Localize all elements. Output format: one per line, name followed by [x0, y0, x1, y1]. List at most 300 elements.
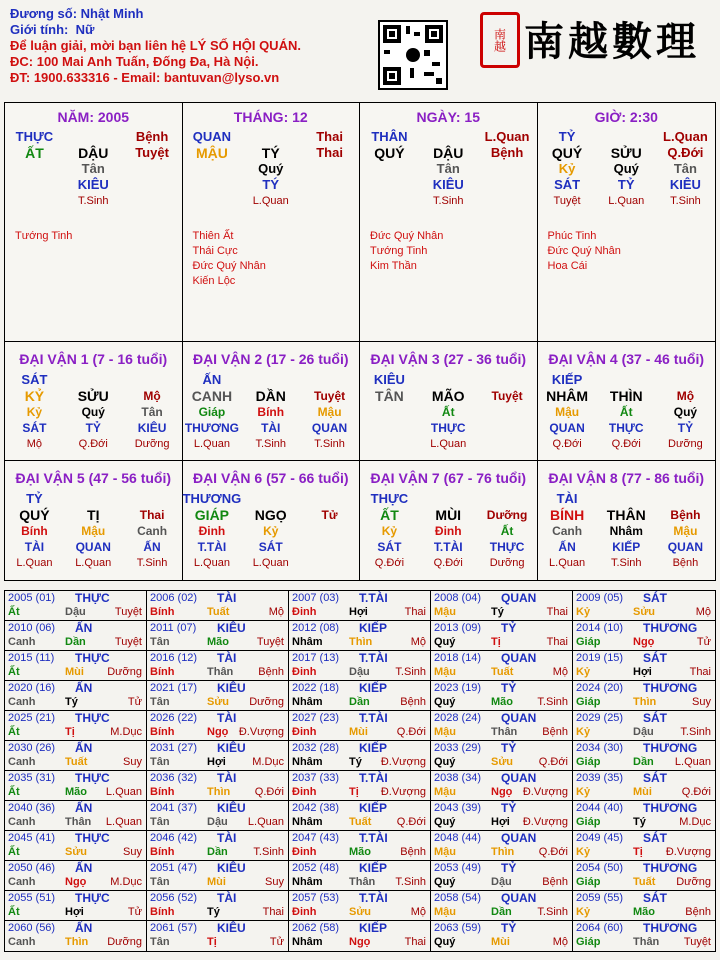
star-item: Hoa Cái	[547, 260, 588, 272]
hidden-ten-god: SÁT	[258, 540, 283, 554]
hidden-stem: Tân	[81, 161, 105, 176]
hidden-stem: Tân	[673, 161, 697, 176]
year-label: 2041 (37)	[150, 802, 198, 814]
hidden-state: T.Sinh	[136, 557, 168, 569]
year-stem: Tân	[150, 636, 170, 648]
year-ten-god: THƯƠNG	[643, 921, 698, 935]
year-branch: Thân	[65, 816, 92, 828]
year-stem: Tân	[150, 876, 170, 888]
hidden-stem	[300, 161, 359, 177]
pillar-branch: DẬU	[78, 145, 109, 161]
year-state: Mộ	[552, 936, 568, 948]
year-state: Thai	[546, 606, 568, 618]
year-cell	[431, 861, 573, 891]
year-cell	[147, 831, 289, 861]
pillar-stem: QUÝ	[551, 145, 583, 161]
year-ten-god: KIÊU	[217, 621, 246, 635]
year-cell	[289, 741, 431, 771]
pillar-state: Thai	[316, 129, 343, 144]
hidden-state: L.Quan	[252, 557, 289, 569]
hidden-stem: Mậu	[555, 405, 580, 419]
year-ten-god: QUAN	[501, 771, 537, 785]
year-label: 2008 (04)	[434, 592, 482, 604]
year-ten-god: T.TÀI	[359, 831, 388, 845]
year-branch: Thìn	[349, 636, 373, 648]
year-ten-god: SÁT	[643, 771, 667, 785]
year-state: Q.Đới	[681, 786, 711, 798]
year-label: 2019 (15)	[576, 652, 624, 664]
pillar-stars	[193, 229, 266, 289]
year-ten-god: THỰC	[75, 891, 110, 905]
year-state: M.Dục	[679, 816, 711, 828]
year-state: T.Sinh	[395, 876, 426, 888]
year-stem: Bính	[150, 786, 175, 798]
pillar-cell	[360, 103, 538, 342]
year-ten-god: KIẾP	[359, 921, 388, 935]
year-state: Đ.Vượng	[522, 786, 568, 798]
year-state: Tử	[696, 636, 711, 648]
logo-seal-icon: 南越	[480, 12, 520, 68]
year-stem: Ất	[8, 786, 20, 798]
year-branch: Tuất	[349, 816, 372, 828]
year-label: 2020 (16)	[8, 682, 56, 694]
year-ten-god: THỰC	[75, 771, 110, 785]
hidden-stem: Ất	[619, 405, 633, 419]
star-item: Tướng Tinh	[15, 230, 73, 242]
hidden-ten-god: KIẾP	[612, 540, 641, 554]
year-stem: Canh	[8, 696, 36, 708]
year-ten-god: KIÊU	[217, 861, 246, 875]
year-stem: Ất	[8, 846, 20, 858]
hidden-stem: Quý	[258, 161, 284, 176]
year-branch: Thìn	[65, 936, 89, 948]
pillar-branch-state: Tuyệt	[135, 145, 169, 160]
year-label: 2058 (54)	[434, 892, 482, 904]
year-cell	[431, 891, 573, 921]
year-branch: Dần	[633, 756, 654, 768]
year-stem: Tân	[150, 696, 170, 708]
dai-van-branch: SỬU	[77, 388, 109, 404]
year-cell	[573, 651, 715, 681]
year-ten-god: T.TÀI	[359, 591, 388, 605]
dai-van-stem: QUÝ	[19, 507, 50, 523]
year-branch: Thân	[491, 726, 518, 738]
star-item: Đức Quý Nhân	[547, 245, 621, 257]
year-ten-god: ẤN	[75, 861, 93, 875]
year-stem: Bính	[150, 726, 175, 738]
dai-van-branch: MÃO	[431, 388, 465, 404]
year-state: Bệnh	[400, 696, 426, 708]
pillar-stem: MẬU	[195, 145, 228, 161]
year-cell	[147, 621, 289, 651]
dai-van-cell	[5, 461, 183, 580]
year-state: Tử	[127, 906, 142, 918]
year-branch: Mùi	[491, 936, 510, 948]
year-label: 2048 (44)	[434, 832, 482, 844]
year-cell	[147, 801, 289, 831]
hidden-ten-god: SÁT	[377, 540, 402, 554]
dai-van-stem: ẤT	[380, 507, 399, 523]
year-branch: Dậu	[65, 606, 86, 618]
year-branch: Tị	[491, 636, 501, 648]
dai-van-cell	[360, 342, 538, 461]
year-branch: Tý	[491, 606, 504, 618]
hidden-state: Q.Đới	[374, 557, 405, 569]
star-item: Đức Quý Nhân	[370, 230, 444, 242]
address-line: ĐC: 100 Mai Anh Tuấn, Đống Đa, Hà Nội.	[10, 54, 259, 69]
year-state: Q.Đới	[254, 786, 284, 798]
hidden-ten-god	[300, 539, 359, 555]
hidden-state	[300, 555, 359, 571]
year-cell	[431, 831, 573, 861]
year-branch: Mão	[491, 696, 513, 708]
hidden-stem: Kỷ	[558, 161, 576, 176]
pillar-state: L.Quan	[484, 129, 530, 144]
year-state: T.Sinh	[537, 906, 568, 918]
hidden-ten-god	[360, 420, 419, 436]
year-stem: Mậu	[434, 606, 456, 618]
year-cell	[431, 621, 573, 651]
year-stem: Giáp	[576, 936, 601, 948]
year-state: Dưỡng	[107, 666, 142, 678]
year-stem: Canh	[8, 816, 36, 828]
year-cell	[431, 771, 573, 801]
header-info	[10, 6, 301, 86]
year-cell	[573, 591, 715, 621]
year-cell	[573, 861, 715, 891]
hidden-ten-god: KIÊU	[669, 177, 701, 192]
year-ten-god: THƯƠNG	[643, 861, 698, 875]
dai-van-ten-god: ẤN	[202, 372, 222, 387]
dai-van-head: ĐẠI VẬN 5 (47 - 56 tuổi)	[15, 470, 172, 486]
hidden-stem: Tân	[436, 161, 460, 176]
star-item: Kim Thần	[370, 260, 417, 272]
year-stem: Tân	[150, 936, 170, 948]
pillar-cell	[5, 103, 183, 342]
year-ten-god: KIẾP	[359, 681, 388, 695]
pillar-cell	[538, 103, 716, 342]
pillar-branch-state: Bệnh	[490, 145, 524, 160]
pillar-stem: QUÝ	[374, 145, 405, 161]
year-branch: Ngọ	[491, 786, 513, 798]
year-branch: Ngọ	[633, 636, 655, 648]
year-stem: Quý	[434, 816, 456, 828]
year-stem: Mậu	[434, 726, 456, 738]
year-state: M.Dục	[252, 756, 284, 768]
year-label: 2011 (07)	[150, 622, 197, 634]
year-cell	[5, 891, 147, 921]
year-state: Suy	[123, 756, 142, 768]
year-label: 2034 (30)	[576, 742, 624, 754]
hidden-stem	[183, 161, 242, 177]
year-ten-god: T.TÀI	[359, 711, 388, 725]
dai-van-state: Thai	[139, 508, 165, 522]
year-cell	[147, 921, 289, 951]
hidden-stem: Mậu	[673, 524, 698, 538]
year-label: 2025 (21)	[8, 712, 56, 724]
hidden-state	[5, 193, 64, 209]
year-stem: Đinh	[292, 846, 317, 858]
year-branch: Dần	[491, 906, 512, 918]
dai-van-branch: NGỌ	[254, 507, 287, 523]
hidden-stem	[123, 161, 182, 177]
star-item: Thái Cực	[192, 245, 238, 257]
year-stem: Canh	[8, 636, 36, 648]
year-state: Suy	[692, 696, 711, 708]
year-state: Đ.Vượng	[238, 726, 284, 738]
pillar-cell	[183, 103, 361, 342]
year-state: Q.Đới	[538, 756, 568, 768]
year-state: Bệnh	[685, 906, 711, 918]
hidden-stem: Quý	[673, 405, 698, 419]
year-cell	[5, 771, 147, 801]
year-label: 2022 (18)	[292, 682, 340, 694]
year-state: Đ.Vượng	[380, 756, 426, 768]
year-state: Thai	[404, 606, 426, 618]
year-ten-god: KIÊU	[217, 681, 246, 695]
year-cell	[5, 621, 147, 651]
year-cell	[573, 801, 715, 831]
year-cell	[147, 591, 289, 621]
hidden-state: L.Quan	[75, 557, 112, 569]
year-label: 2016 (12)	[150, 652, 198, 664]
year-state: Q.Đới	[396, 816, 426, 828]
year-ten-god: TỶ	[501, 621, 517, 635]
year-cell	[5, 801, 147, 831]
dai-van-head: ĐẠI VẬN 3 (27 - 36 tuổi)	[370, 351, 527, 367]
hidden-stem: Đinh	[198, 524, 226, 538]
year-branch: Mùi	[65, 666, 84, 678]
year-stem: Kỷ	[576, 726, 591, 738]
year-label: 2051 (47)	[150, 862, 198, 874]
year-ten-god: QUAN	[501, 831, 537, 845]
dai-van-cell	[183, 461, 361, 580]
hidden-stem	[360, 404, 419, 420]
year-state: L.Quan	[105, 816, 142, 828]
hidden-state: Dưỡng	[668, 438, 703, 450]
year-stem: Ất	[8, 606, 20, 618]
hidden-ten-god: QUAN	[549, 421, 585, 435]
hidden-state: T.Sinh	[670, 195, 701, 207]
hidden-ten-god: QUAN	[311, 421, 348, 435]
year-label: 2036 (32)	[150, 772, 198, 784]
hidden-ten-god	[5, 177, 64, 193]
year-stem: Nhâm	[292, 756, 323, 768]
year-branch: Tuất	[491, 666, 514, 678]
year-ten-god: SÁT	[643, 891, 667, 905]
year-state: M.Dục	[110, 726, 142, 738]
year-cell	[573, 921, 715, 951]
hidden-stem: Kỷ	[381, 524, 398, 538]
year-branch: Ngọ	[349, 936, 371, 948]
pillar-branch: TÝ	[261, 145, 280, 161]
year-label: 2060 (56)	[8, 922, 56, 934]
name-label: Đương số:	[10, 6, 78, 21]
year-state: Q.Đới	[538, 846, 568, 858]
year-label: 2050 (46)	[8, 862, 56, 874]
year-branch: Tý	[207, 906, 220, 918]
hidden-state: L.Quan	[549, 557, 586, 569]
year-label: 2040 (36)	[8, 802, 56, 814]
year-ten-god: TÀI	[217, 771, 237, 785]
hidden-state: Dưỡng	[134, 438, 170, 450]
pillar-state: L.Quan	[663, 129, 708, 144]
year-ten-god: TỶ	[501, 921, 517, 935]
year-cell	[5, 651, 147, 681]
year-branch: Mão	[207, 636, 229, 648]
year-ten-god: THỰC	[75, 831, 110, 845]
year-stem: Mậu	[434, 786, 456, 798]
year-ten-god: T.TÀI	[359, 771, 388, 785]
dai-van-cell	[538, 461, 716, 580]
year-branch: Mùi	[207, 876, 226, 888]
hidden-ten-god: TỶ	[677, 421, 694, 435]
hidden-ten-god: THỰC	[430, 421, 466, 435]
hidden-ten-god: TỶ	[85, 421, 101, 435]
year-ten-god: ẤN	[75, 921, 93, 935]
dai-van-head: ĐẠI VẬN 4 (37 - 46 tuổi)	[548, 351, 705, 367]
year-label: 2043 (39)	[434, 802, 482, 814]
hidden-state	[478, 436, 537, 452]
year-cell	[431, 681, 573, 711]
year-stem: Đinh	[292, 606, 317, 618]
year-label: 2013 (09)	[434, 622, 482, 634]
year-stem: Tân	[150, 816, 170, 828]
hidden-ten-god	[478, 177, 537, 193]
year-branch: Mùi	[633, 786, 652, 798]
year-stem: Nhâm	[292, 636, 323, 648]
year-label: 2029 (25)	[576, 712, 624, 724]
year-cell	[289, 621, 431, 651]
year-state: Đ.Vượng	[665, 846, 711, 858]
year-cell	[5, 921, 147, 951]
year-label: 2063 (59)	[434, 922, 482, 934]
hidden-state: L.Quan	[430, 438, 467, 450]
dai-van-head: ĐẠI VẬN 1 (7 - 16 tuổi)	[19, 351, 168, 367]
year-state: Thai	[262, 906, 284, 918]
dai-van-stem: NHÂM	[546, 388, 589, 404]
hidden-state: T.Sinh	[314, 438, 345, 450]
year-ten-god: TỶ	[501, 861, 517, 875]
year-cell	[147, 711, 289, 741]
year-stem: Bính	[150, 666, 175, 678]
hidden-state: Mộ	[26, 438, 43, 450]
hidden-stem: Tân	[141, 405, 163, 419]
year-ten-god: SÁT	[643, 831, 667, 845]
hidden-state	[183, 193, 242, 209]
year-label: 2023 (19)	[434, 682, 482, 694]
hidden-ten-god: TỶ	[617, 177, 635, 192]
year-ten-god: SÁT	[643, 651, 667, 665]
hidden-stem: Bính	[21, 524, 48, 538]
year-branch: Dậu	[349, 666, 370, 678]
year-label: 2061 (57)	[150, 922, 198, 934]
dai-van-state: Dưỡng	[486, 508, 528, 522]
pillar-ten-god: TỶ	[558, 129, 576, 144]
hidden-ten-god: KIÊU	[432, 177, 464, 192]
year-branch: Thân	[349, 876, 376, 888]
year-state: L.Quan	[247, 816, 284, 828]
year-branch: Tý	[633, 816, 646, 828]
year-stem: Nhâm	[292, 816, 323, 828]
hidden-state	[360, 436, 419, 452]
star-item: Đức Quý Nhân	[192, 260, 266, 272]
year-ten-god: TÀI	[217, 711, 237, 725]
hidden-state	[123, 193, 182, 209]
year-cell	[431, 741, 573, 771]
hidden-stem	[5, 161, 64, 177]
year-branch: Tị	[65, 726, 75, 738]
year-branch: Tuất	[633, 876, 656, 888]
year-state: Mộ	[410, 906, 426, 918]
star-item: Thiên Ất	[192, 230, 234, 242]
hidden-stem	[360, 161, 419, 177]
dai-van-ten-god: TÀI	[556, 491, 578, 506]
hidden-ten-god: THƯƠNG	[184, 421, 239, 435]
year-cell	[5, 591, 147, 621]
year-branch: Hợi	[491, 816, 510, 828]
year-branch: Thìn	[633, 696, 657, 708]
year-label: 2053 (49)	[434, 862, 482, 874]
year-label: 2005 (01)	[8, 592, 56, 604]
hidden-stem: Nhâm	[609, 524, 643, 538]
pillar-branch: SỬU	[610, 145, 642, 161]
dai-van-head: ĐẠI VẬN 6 (57 - 66 tuổi)	[192, 470, 349, 486]
year-stem: Đinh	[292, 726, 317, 738]
hidden-ten-god: QUAN	[75, 540, 111, 554]
dai-van-stem: TÂN	[375, 388, 404, 404]
year-stem: Mậu	[434, 906, 456, 918]
year-label: 2057 (53)	[292, 892, 340, 904]
year-stem: Nhâm	[292, 696, 323, 708]
year-label: 2010 (06)	[8, 622, 56, 634]
dai-van-branch: DẦN	[255, 388, 286, 404]
year-branch: Thìn	[207, 786, 231, 798]
hidden-ten-god	[360, 177, 419, 193]
year-cell	[5, 681, 147, 711]
year-branch: Dậu	[633, 726, 654, 738]
hidden-stem	[300, 523, 359, 539]
hidden-ten-god: SÁT	[22, 421, 47, 435]
year-ten-god: ẤN	[75, 621, 93, 635]
year-ten-god: QUAN	[501, 651, 537, 665]
year-stem: Canh	[8, 756, 36, 768]
year-label: 2037 (33)	[292, 772, 340, 784]
year-cell	[573, 831, 715, 861]
year-stem: Đinh	[292, 786, 317, 798]
hidden-stem: Kỷ	[263, 524, 279, 538]
year-cell	[289, 831, 431, 861]
dai-van-branch: MÙI	[435, 507, 462, 523]
year-cell	[147, 651, 289, 681]
year-label: 2045 (41)	[8, 832, 56, 844]
star-item: Kiến Lộc	[192, 275, 236, 287]
year-ten-god: QUAN	[501, 711, 537, 725]
year-label: 2064 (60)	[576, 922, 624, 934]
pillar-stars	[15, 229, 72, 244]
hidden-ten-god: TÝ	[262, 177, 280, 192]
year-cell	[431, 921, 573, 951]
hidden-ten-god: T.TÀI	[433, 540, 463, 554]
year-stem: Giáp	[576, 756, 601, 768]
year-stem: Ất	[8, 666, 20, 678]
year-branch: Mùi	[349, 726, 368, 738]
hidden-state: L.Quan	[252, 195, 289, 207]
year-label: 2030 (26)	[8, 742, 56, 754]
year-stem: Giáp	[576, 636, 601, 648]
year-branch: Mão	[349, 846, 371, 858]
hidden-stem: Bính	[257, 405, 285, 419]
